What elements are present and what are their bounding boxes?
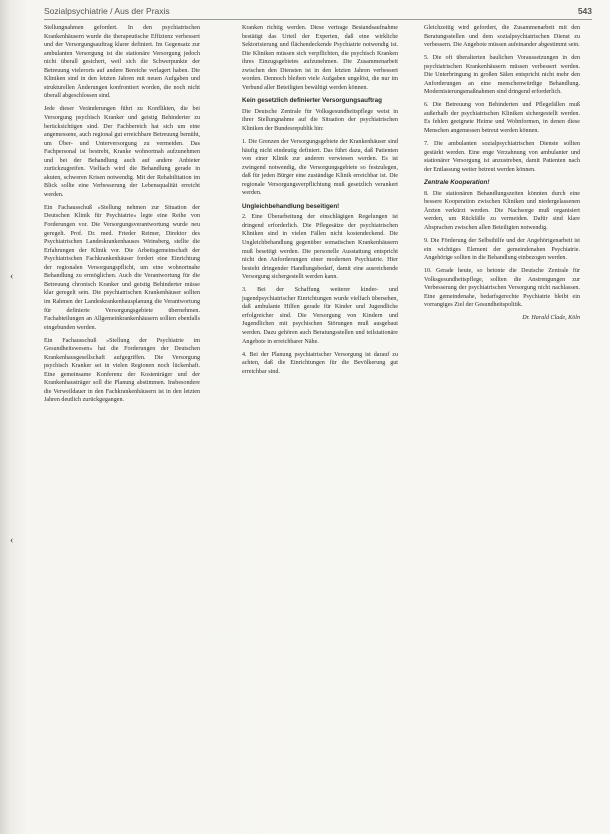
- paragraph: 6. Die Betreuung von Behinderten und Pflegefällen muß außerhalb der psychiatrischen Kliniken sichergestellt werden. Es fehlen geeignete Heime und Wohnformen, in denen diese Menschen angemessen betreut werden können.: [424, 102, 580, 135]
- paragraph: Kranken richtig werden. Diese vertrage Bestandsaufnahme bestätigt das Urteil der Experten, daß eine wirkliche Sektorisierung und flächendeckende Psychiatrie notwendig ist. Die Kliniken müssen sich verpflichten, die psychisch Kranken ihres Einzugsgebietes aufzunehmen. Die Zusammenarbeit zwischen den Diensten ist in den letzten Jahren verbessert worden. Dennoch bleiben viele Aufgaben ungelöst, die nur im Verbund aller Beteiligten bewältigt werden können.: [242, 25, 398, 91]
- paragraph: 7. Die ambulanten sozialpsychiatrischen Dienste sollten gestärkt werden. Eine enge Verzahnung von ambulanter und stationärer Versorgung ist anzustreben, damit Patienten nach der Entlassung weiter betreut werden können.: [424, 141, 580, 173]
- paragraph: 3. Bei der Schaffung weiterer kinder- und jugendpsychiatrischer Einrichtungen wurde vielfach übersehen, daß ambulante Hilfen gerade für Kinder und Jugendliche erfolgreicher sind. Die Versorgung von Kindern und Jugendlichen mit psychischen Störungen muß ausgebaut werden. Dazu gehören auch Beratungsstellen und teilstationäre Angebote in erreichbarer Nähe.: [242, 287, 398, 345]
- column-2: [242, 24, 398, 381]
- paragraph: Ein Fachausschuß »Stellung nehmen zur Situation der Deutschen Klinik für Psychiatrie« legte eine Reihe von Forderungen vor. Die Versorgungsverantwortung wurde neu geregelt. Prof. Dr. med. Frieder Reimer, Direktor des Psychiatrischen Landeskrankenhauses Weinsberg, stellte die Erfahrungen der Klinik vor. Die Arbeitsgemeinschaft der Psychiatrischen Fachkrankenhäuser fordert eine Einrichtung der regionalen Versorgungspflicht, um eine wohnortnahe Behandlung zu ermöglichen. Auch die Verantwortung für die Betreuung chronisch Kranker und geistig Behinderter müsse klar geregelt sein. Die psychiatrischen Krankenhäuser sollten im Rahmen der Landeskrankenhausplanung die Verantwortung für definierte Versorgungsgebiete übernehmen. Fachabteilungen an Allgemeinkrankenhäusern sollten ebenfalls eingebunden werden.: [44, 204, 200, 331]
- paragraph: Gleichzeitig wird gefordert, die Zusammenarbeit mit den Beratungsstellen und dem sozialpsychiatrischen Dienst zu verbessern. Die Angebote müssen aufeinander abgestimmt sein.: [424, 25, 580, 49]
- scan-edge-shadow: [0, 0, 10, 834]
- section-heading: Kein gesetzlich definierter Versorgungsauftrag: [242, 97, 382, 105]
- paragraph: 9. Die Förderung der Selbsthilfe und der Angehörigenarbeit ist ein wichtiges Element der gemeindenahen Psychiatrie. Angehörige sollten in die Behandlung einbezogen werden.: [424, 237, 580, 262]
- section-heading: Ungleichbehandlung beseitigen!: [242, 202, 340, 210]
- paragraph: Stellungnahmen gefordert. In den psychiatrischen Krankenhäusern wurde die therapeutische Effizienz verbessert und der Versorgungsauftrag klarer definiert. Im Gegensatz zur ambulanten Versorgung ist die stationäre Versorgung jedoch nicht überall gesichert, weil sich die Schwerpunkte der Betreuung vielerorts auf andere Bereiche verlagert haben. Die Kliniken sind in den letzten Jahren mit neuen Aufgaben und strukturellen Änderungen konfrontiert worden, die noch nicht überall abgeschlossen sind.: [44, 25, 200, 100]
- page-number: 543: [577, 6, 592, 16]
- margin-mark: ‹: [10, 271, 14, 282]
- running-header: [44, 5, 592, 20]
- author-signature: Dr. Harald Clade, Köln: [522, 315, 580, 322]
- column-1: [44, 24, 200, 410]
- section-heading: Zentrale Kooperation!: [424, 179, 490, 187]
- paragraph: 2. Eine Überarbeitung der einschlägigen Regelungen ist dringend erforderlich. Die Pflegesätze der psychiatrischen Kliniken sind in vielen Fällen nicht kostendeckend. Die Ungleichbehandlung gegenüber somatischen Krankenhäusern muß beseitigt werden. Die personelle Ausstattung entspricht nicht den Anforderungen einer modernen Psychiatrie. Hier besteht dringender Handlungsbedarf, damit eine ausreichende Versorgung sichergestellt werden kann.: [242, 214, 398, 281]
- paragraph: 4. Bei der Planung psychiatrischer Versorgung ist darauf zu achten, daß die Einrichtungen für die Bevölkerung gut erreichbar sind.: [242, 351, 398, 375]
- paragraph: 8. Die stationären Behandlungszeiten könnten durch eine bessere Kooperation zwischen Kliniken und niedergelassenen Ärzten verkürzt werden. Die Nachsorge muß organisiert werden, um Rückfälle zu vermeiden. Dafür sind klare Absprachen zwischen allen Beteiligten notwendig.: [424, 190, 580, 231]
- column-3: [424, 24, 580, 327]
- margin-mark: ‹: [10, 535, 14, 546]
- paragraph: Ein Fachausschuß »Stellung der Psychiatrie im Gesundheitswesen« hat die Forderungen der Deutschen Krankenhausgesellschaft aufgegriffen. Die Versorgung psychisch Kranker sei in vielen Regionen noch lückenhaft. Eine gemeinsame Konferenz der Kostenträger und der Krankenhausträger soll die Planung abstimmen. Insbesondere die Verweildauer in den Fachkrankenhäusern ist in den letzten Jahren deutlich zurückgegangen.: [44, 337, 200, 404]
- paragraph: 10. Gerade heute, so betonte die Deutsche Zentrale für Volksgesundheitspflege, sollten die Anstrengungen zur Verbesserung der psychiatrischen Versorgung nicht nachlassen. Eine gemeindenahe, bedarfsgerechte Psychiatrie bleibt ein vorrangiges Ziel der Gesundheitspolitik.: [424, 268, 580, 309]
- paragraph: Die Deutsche Zentrale für Volksgesundheitspflege weist in ihrer Stellungnahme auf die Situation der psychiatrischen Kliniken der Bundesrepublik hin:: [242, 108, 398, 132]
- paragraph: 1. Die Grenzen der Versorgungsgebiete der Krankenhäuser sind häufig nicht eindeutig definiert. Das führt dazu, daß Patienten von einer Klinik zur anderen verwiesen werden. Es ist zwingend notwendig, die Versorgungsgebiete so festzulegen, daß für jeden Bürger eine zuständige Klinik erreichbar ist. Die regionale Versorgungsverpflichtung muß gesetzlich verankert werden.: [242, 139, 398, 197]
- paragraph: 5. Die oft überalterten baulichen Voraussetzungen in den psychiatrischen Krankenhäusern müssen verbessert werden. Die Unterbringung in großen Sälen entspricht nicht mehr den Anforderungen an eine menschenwürdige Behandlung. Modernisierungsmaßnahmen sind dringend erforderlich.: [424, 55, 580, 96]
- paragraph: Jede dieser Veränderungen führt zu Konflikten, die bei Versorgung psychisch Kranker und geistig Behinderter zu berücksichtigen sind. Der Fachbereich hat sich um eine angemessene, auch regional gut erreichbare Betreuung bemüht, um Über- und Unterversorgung zu vermeiden. Das Fachpersonal ist bestrebt, Kranke wohnortnah aufzunehmen und bei der Behandlung auch auf andere Anbieter zurückzugreifen. Vielfach wird die Behandlung gerade in akuten, schweren Krisen notwendig. Mit der Rehabilitation im Blick sollte eine Verbesserung der Lebensqualität erreicht werden.: [44, 106, 200, 198]
- journal-title: Sozialpsychiatrie / Aus der Praxis: [44, 6, 170, 16]
